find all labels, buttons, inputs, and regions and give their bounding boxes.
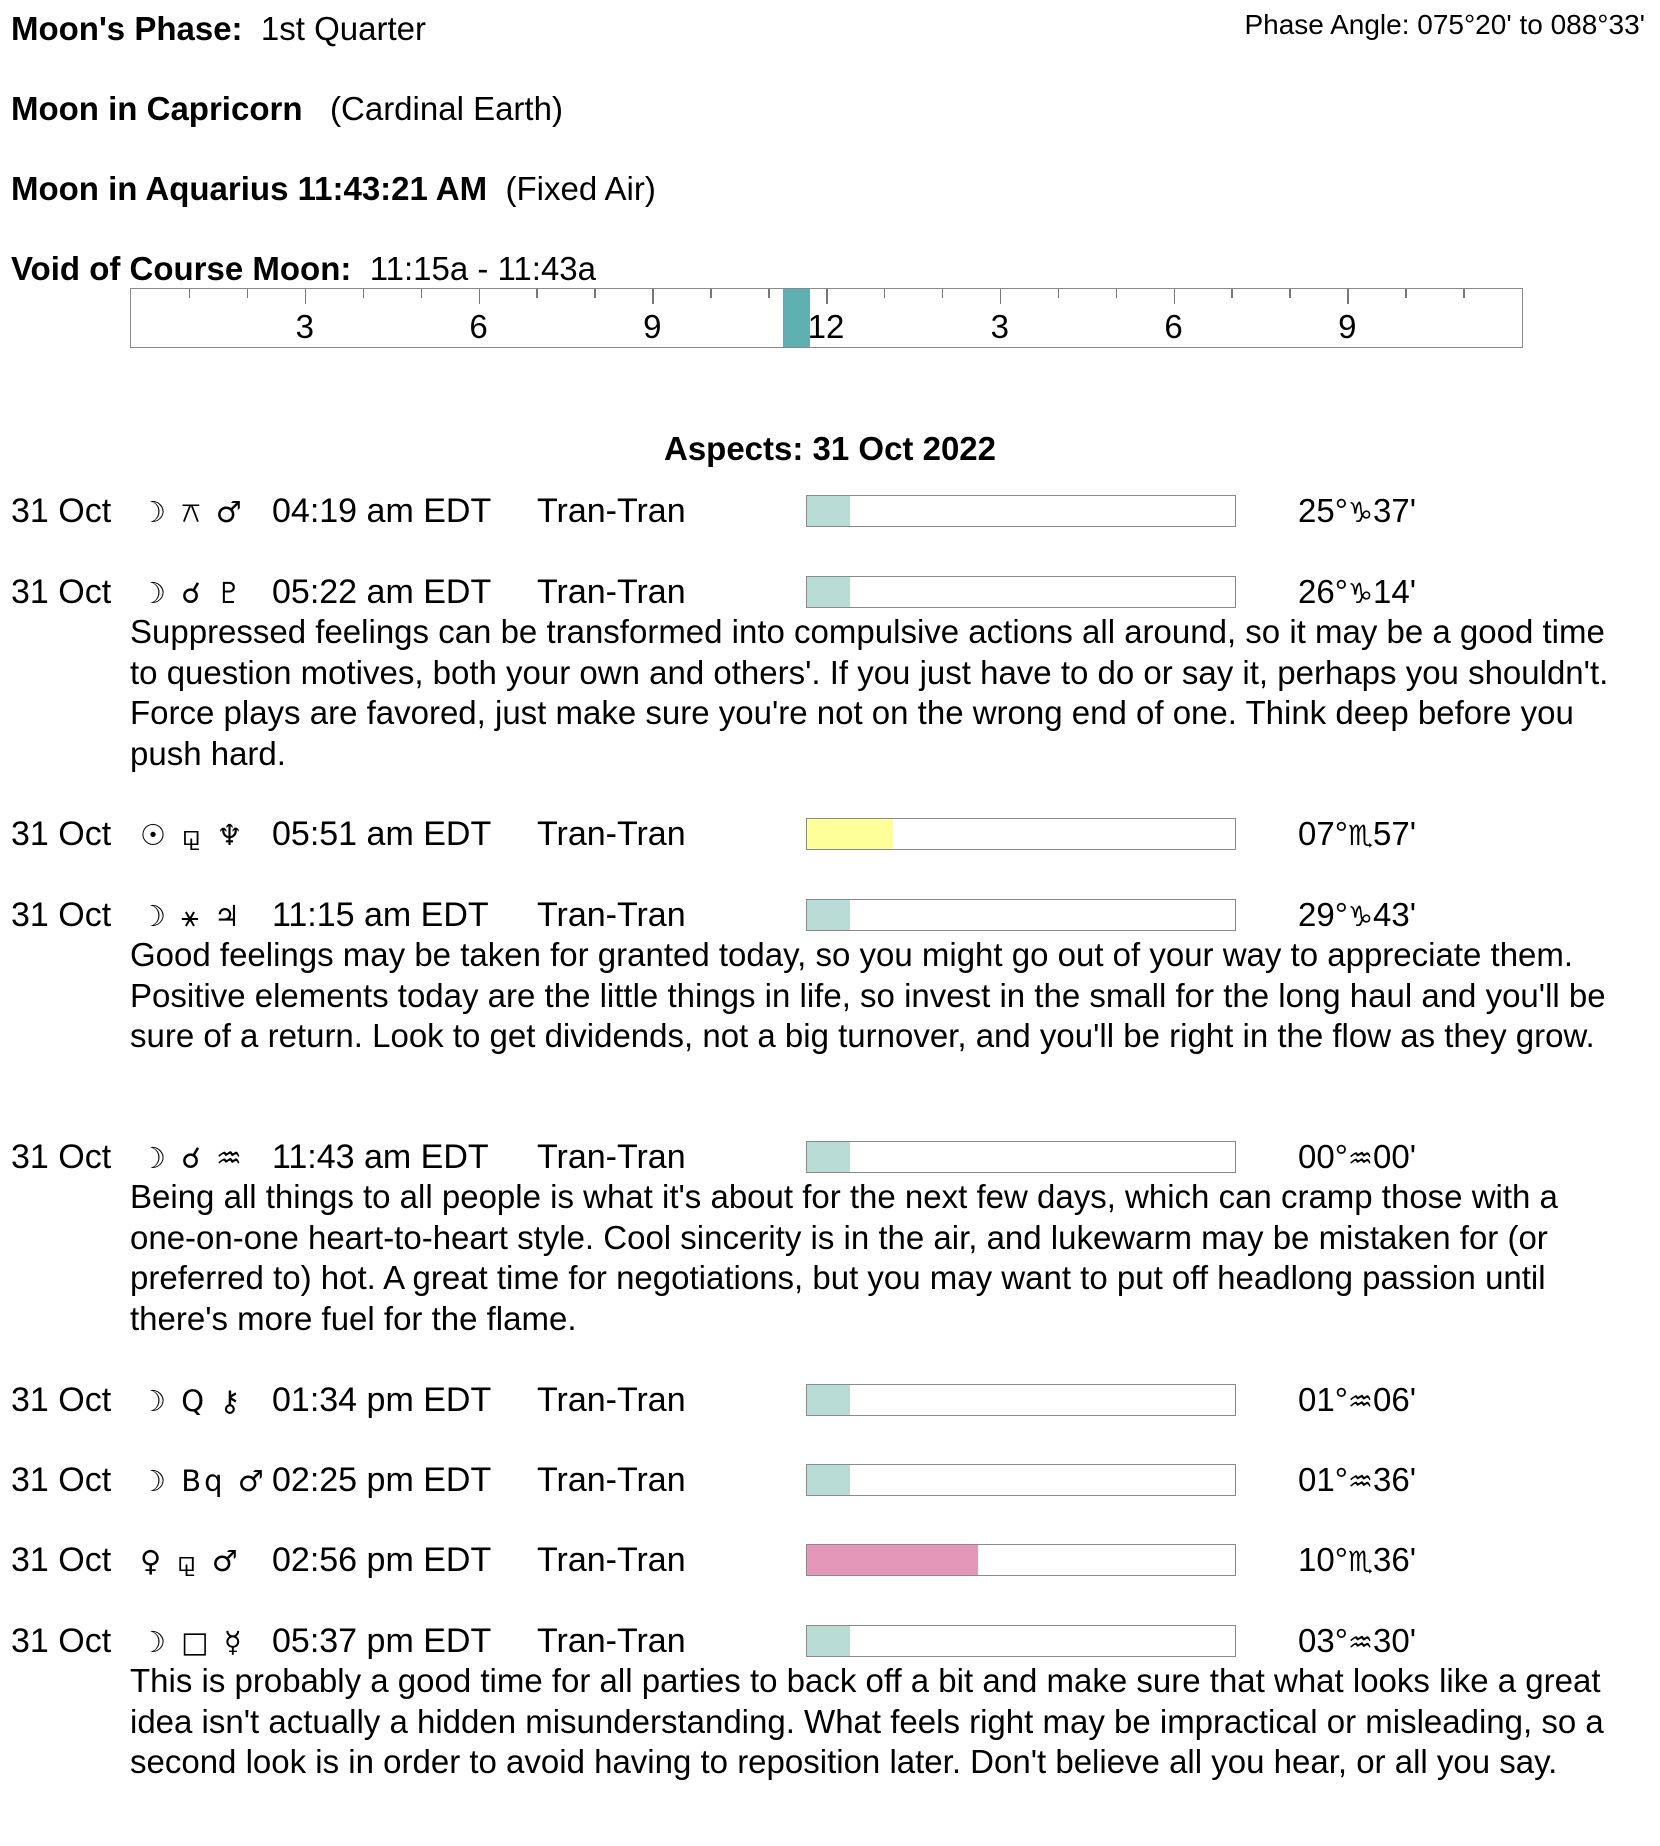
aspect-time: 05:51 am EDT bbox=[272, 815, 492, 853]
aspect-orb-fill bbox=[807, 1142, 850, 1172]
aspect-orb-bar bbox=[806, 495, 1236, 527]
moon-sign-1-detail: (Cardinal Earth) bbox=[330, 90, 563, 127]
timeline-tick bbox=[768, 289, 770, 298]
aspect-date: 31 Oct bbox=[11, 492, 112, 530]
aspect-type: Tran-Tran bbox=[537, 815, 686, 853]
position-degrees: 26° bbox=[1298, 573, 1348, 610]
aspect-position bbox=[1298, 814, 1416, 856]
aspect-type: Tran-Tran bbox=[537, 573, 686, 611]
zodiac-sign-icon: ♏ bbox=[1347, 819, 1374, 852]
aspect-time: 01:34 pm EDT bbox=[272, 1381, 492, 1419]
timeline-tick bbox=[536, 289, 538, 298]
timeline-tick bbox=[1000, 289, 1002, 304]
aspect-type: Tran-Tran bbox=[537, 1541, 686, 1579]
aspect-date: 31 Oct bbox=[11, 1381, 112, 1419]
aspect-date: 31 Oct bbox=[11, 1138, 112, 1176]
aspect-date: 31 Oct bbox=[11, 1541, 112, 1579]
timeline-hour-label: 12 bbox=[807, 308, 845, 345]
aspect-time: 05:22 am EDT bbox=[272, 573, 492, 611]
timeline-tick bbox=[363, 289, 365, 298]
aspect-position bbox=[1298, 1380, 1416, 1422]
timeline-tick bbox=[1231, 289, 1233, 298]
aspect-description: Good feelings may be taken for granted today, so you might go out of your way to appreciate them. Positive elements today are the little things in life, so invest in the small for the long haul and you'll be sure of a return. Look to get dividends, not a big turnover, and you'll be right in the flow as they grow. bbox=[130, 936, 1606, 1054]
moon-phase-value: 1st Quarter bbox=[260, 10, 426, 47]
aspect-time: 04:19 am EDT bbox=[272, 492, 492, 530]
aspect-orb-fill bbox=[807, 1545, 978, 1575]
position-degrees: 00° bbox=[1298, 1138, 1348, 1175]
aspect-time: 02:25 pm EDT bbox=[272, 1461, 492, 1499]
aspect-position bbox=[1298, 572, 1416, 614]
zodiac-sign-icon: ♑ bbox=[1347, 900, 1374, 933]
aspect-glyphs: ☽ ⚻ ♂ bbox=[140, 495, 245, 529]
aspect-glyphs: ☽ ☌ ♇ bbox=[140, 576, 245, 610]
aspect-orb-bar bbox=[806, 1544, 1236, 1576]
timeline-tick bbox=[1174, 289, 1176, 304]
moon-phase-line bbox=[11, 9, 426, 49]
aspect-position bbox=[1298, 1137, 1416, 1179]
timeline-hour-label: 6 bbox=[469, 308, 488, 345]
aspect-orb-bar bbox=[806, 818, 1236, 850]
voc-value: 11:15a - 11:43a bbox=[369, 250, 596, 287]
timeline-hour-label: 3 bbox=[295, 308, 314, 345]
timeline-tick bbox=[1289, 289, 1291, 298]
position-minutes: 36' bbox=[1373, 1461, 1417, 1498]
aspect-orb-fill bbox=[807, 900, 850, 930]
moon-sign-2-detail: (Fixed Air) bbox=[505, 170, 656, 207]
timeline-tick bbox=[652, 289, 654, 304]
position-degrees: 03° bbox=[1298, 1622, 1348, 1659]
timeline-tick bbox=[247, 289, 249, 298]
timeline-hour-label: 9 bbox=[1338, 308, 1357, 345]
zodiac-sign-icon: ♒ bbox=[1347, 1465, 1374, 1498]
zodiac-sign-icon: ♑ bbox=[1347, 496, 1374, 529]
timeline-tick bbox=[305, 289, 307, 304]
aspect-orb-bar bbox=[806, 899, 1236, 931]
aspect-date: 31 Oct bbox=[11, 896, 112, 934]
timeline-hour-label: 6 bbox=[1164, 308, 1183, 345]
timeline-tick bbox=[594, 289, 596, 298]
aspect-orb-bar bbox=[806, 1384, 1236, 1416]
position-minutes: 37' bbox=[1373, 492, 1417, 529]
timeline-hour-label: 3 bbox=[990, 308, 1009, 345]
aspect-position bbox=[1298, 1621, 1416, 1663]
position-minutes: 00' bbox=[1373, 1138, 1417, 1175]
position-minutes: 43' bbox=[1373, 896, 1417, 933]
aspect-type: Tran-Tran bbox=[537, 492, 686, 530]
aspect-position bbox=[1298, 895, 1416, 937]
aspect-position bbox=[1298, 491, 1416, 533]
position-degrees: 10° bbox=[1298, 1541, 1348, 1578]
position-degrees: 25° bbox=[1298, 492, 1348, 529]
position-degrees: 01° bbox=[1298, 1461, 1348, 1498]
moon-sign-1-label: Moon in Capricorn bbox=[11, 90, 303, 127]
aspect-glyphs: ☽ ☌ ♒ bbox=[140, 1141, 245, 1175]
aspect-orb-bar bbox=[806, 1625, 1236, 1657]
position-minutes: 30' bbox=[1373, 1622, 1417, 1659]
position-degrees: 29° bbox=[1298, 896, 1348, 933]
aspect-glyphs: ☽ □ ☿ bbox=[140, 1625, 245, 1659]
aspect-description: This is probably a good time for all parties to back off a bit and make sure that what looks like a great idea isn't actually a hidden misunderstanding. What feels right may be impractical or misleading, so a second look is in order to avoid having to reposition later. Don't believe all you hear, or all you say. bbox=[130, 1662, 1604, 1780]
position-minutes: 06' bbox=[1373, 1381, 1417, 1418]
aspect-glyphs: ☽ Q ⚷ bbox=[140, 1384, 244, 1418]
moon-sign-2-label: Moon in Aquarius 11:43:21 AM bbox=[11, 170, 488, 207]
void-of-course-marker bbox=[783, 289, 810, 347]
timeline-tick bbox=[1347, 289, 1349, 304]
aspect-date: 31 Oct bbox=[11, 1622, 112, 1660]
aspect-position bbox=[1298, 1540, 1416, 1582]
aspect-glyphs: ♀ ⚼ ♂ bbox=[140, 1544, 241, 1578]
position-degrees: 07° bbox=[1298, 815, 1348, 852]
aspect-time: 02:56 pm EDT bbox=[272, 1541, 492, 1579]
timeline-hour-label: 9 bbox=[643, 308, 662, 345]
aspect-orb-fill bbox=[807, 1465, 850, 1495]
zodiac-sign-icon: ♒ bbox=[1347, 1385, 1374, 1418]
aspect-description: Suppressed feelings can be transformed into compulsive actions all around, so it may be a good time to question motives, both your own and others'. If you just have to do or say it, perhaps you shouldn't. Force plays are favored, just make sure you're not on the wrong end of one. Think deep before you push hard. bbox=[130, 613, 1609, 772]
timeline-tick bbox=[1058, 289, 1060, 298]
aspect-type: Tran-Tran bbox=[537, 896, 686, 934]
position-minutes: 14' bbox=[1373, 573, 1417, 610]
zodiac-sign-icon: ♒ bbox=[1347, 1626, 1374, 1659]
aspect-date: 31 Oct bbox=[11, 573, 112, 611]
aspect-orb-fill bbox=[807, 496, 850, 526]
moon-phase-label: Moon's Phase: bbox=[11, 10, 243, 47]
zodiac-sign-icon: ♑ bbox=[1347, 577, 1374, 610]
aspect-date: 31 Oct bbox=[11, 1461, 112, 1499]
voc-label: Void of Course Moon: bbox=[11, 250, 352, 287]
moon-sign-aquarius bbox=[11, 169, 656, 209]
day-timeline bbox=[130, 288, 1523, 348]
aspect-type: Tran-Tran bbox=[537, 1622, 686, 1660]
zodiac-sign-icon: ♏ bbox=[1347, 1545, 1374, 1578]
aspect-orb-fill bbox=[807, 1626, 850, 1656]
aspect-orb-bar bbox=[806, 576, 1236, 608]
aspect-orb-bar bbox=[806, 1464, 1236, 1496]
aspect-description: Being all things to all people is what it's about for the next few days, which can cramp those with a one-on-one heart-to-heart style. Cool sincerity is in the air, and lukewarm may be mistaken for (or preferred to) hot. A great time for negotiations, but you may want to put off headlong passion until there's more fuel for the flame. bbox=[130, 1178, 1558, 1337]
aspects-title: Aspects: 31 Oct 2022 bbox=[663, 430, 996, 467]
timeline-tick bbox=[710, 289, 712, 298]
aspect-orb-bar bbox=[806, 1141, 1236, 1173]
aspect-glyphs: ☽ ⚹ ♃ bbox=[140, 899, 243, 933]
position-minutes: 36' bbox=[1373, 1541, 1417, 1578]
timeline-tick bbox=[479, 289, 481, 304]
aspect-type: Tran-Tran bbox=[537, 1381, 686, 1419]
aspect-position bbox=[1298, 1460, 1416, 1502]
void-of-course bbox=[11, 249, 596, 289]
aspect-date: 31 Oct bbox=[11, 815, 112, 853]
aspect-orb-fill bbox=[807, 1385, 850, 1415]
timeline-tick bbox=[942, 289, 944, 298]
aspect-glyphs: ☽ Bq ♂ bbox=[140, 1464, 267, 1498]
aspect-type: Tran-Tran bbox=[537, 1461, 686, 1499]
phase-angle: Phase Angle: 075°20' to 088°33' bbox=[1244, 9, 1645, 40]
timeline-tick bbox=[1405, 289, 1407, 298]
aspect-glyphs: ☉ ⚼ ♆ bbox=[140, 818, 246, 852]
timeline-tick bbox=[189, 289, 191, 298]
position-minutes: 57' bbox=[1373, 815, 1417, 852]
aspect-orb-fill bbox=[807, 577, 850, 607]
timeline-tick bbox=[1116, 289, 1118, 298]
aspect-type: Tran-Tran bbox=[537, 1138, 686, 1176]
aspect-time: 05:37 pm EDT bbox=[272, 1622, 492, 1660]
aspect-time: 11:43 am EDT bbox=[272, 1138, 489, 1176]
timeline-tick bbox=[421, 289, 423, 298]
aspect-orb-fill bbox=[807, 819, 893, 849]
timeline-tick bbox=[1463, 289, 1465, 298]
position-degrees: 01° bbox=[1298, 1381, 1348, 1418]
zodiac-sign-icon: ♒ bbox=[1347, 1142, 1374, 1175]
timeline-tick bbox=[826, 289, 828, 304]
timeline-tick bbox=[884, 289, 886, 298]
aspect-time: 11:15 am EDT bbox=[272, 896, 489, 934]
moon-sign-capricorn bbox=[11, 89, 563, 129]
